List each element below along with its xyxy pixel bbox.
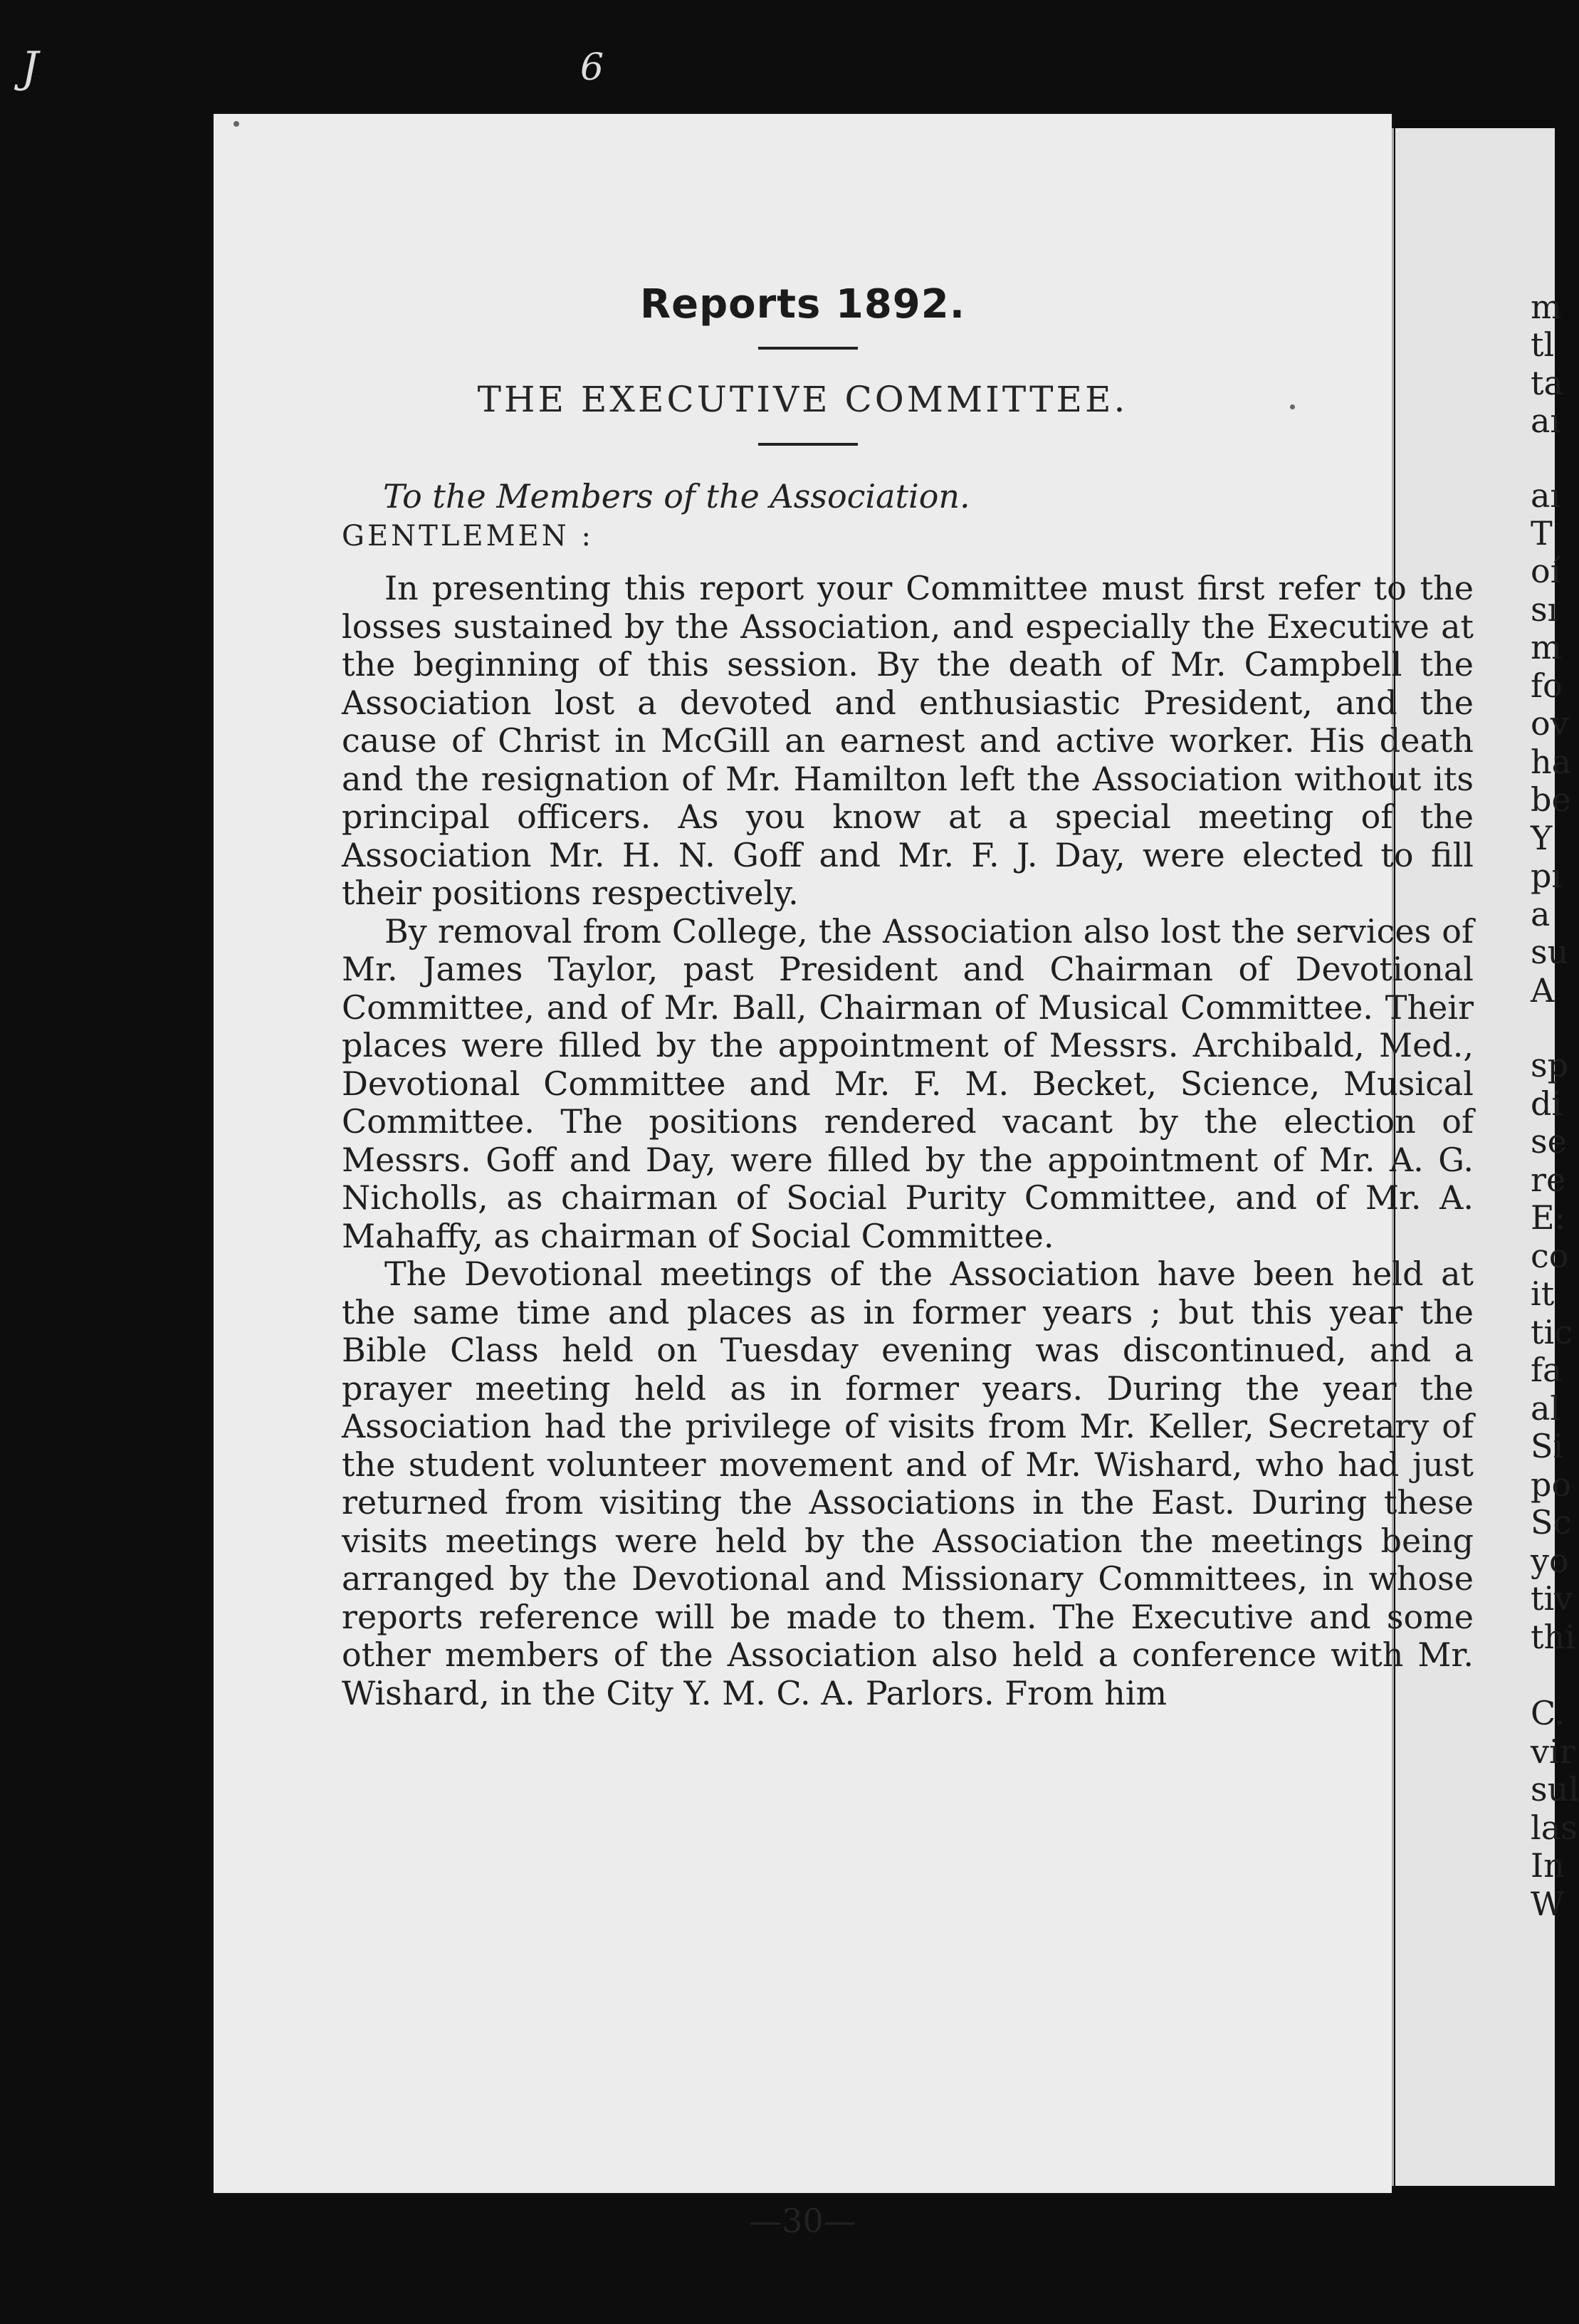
facing-page-fragment: sı [1531,590,1558,629]
page-number: —30— [749,2202,856,2240]
greeting: GENTLEMEN : [342,520,594,553]
facing-page-fragment: m [1531,288,1562,326]
facing-page-fragment: vir [1531,1732,1575,1771]
facing-page-fragment: thi [1531,1618,1575,1656]
facing-page-fragment: W [1531,1885,1565,1923]
facing-page-fragment: m [1531,628,1562,666]
section-heading: THE EXECUTIVE COMMITTEE. [477,379,1128,420]
facing-page-fragment: C. [1531,1694,1565,1732]
facing-page-fragment: be [1531,780,1571,819]
facing-page-fragment: T [1531,514,1553,553]
speck [1290,404,1295,409]
salutation: To the Members of the Association. [383,477,970,515]
paragraph: By removal from College, the Association also lost the services of Mr. James Taylor, past President and Chairman of Devotional Committee, and of Mr. Ball, Chairman of Musical Committee. Their places were filled by the appointment of Messrs. Archibald, Med., Devotional Committee and Mr. F. M. Becket, Science, Musical Committee. The positions rendered vacant by the election of Messrs. Goff and Day, were filled by the appointment of Mr. A. G. Nicholls, as chairman of Social Purity Committee, and of Mr. A. Mahaffy, as chairman of Social Committee. [342,911,1474,1255]
paragraph: The Devotional meetings of the Association have been held at the same time and places as in former years ; but this year the Bible Class held on Tuesday evening was discontinued, and a prayer meeting held as in former years. During the year the Association had the privilege of visits from Mr. Keller, Secretary of the student volunteer movement and of Mr. Wishard, who had just returned from visiting the Associations in the East. During these visits meetings were held by the Association the meetings being arranged by the Devotional and Missionary Committees, in whose reports reference will be made to them. The Executive and some other members of the Association also held a conference with Mr. Wishard, in the City Y. M. C. A. Parlors. From him [342,1255,1474,1712]
facing-page-fragment: al [1531,1389,1561,1428]
title-divider [758,347,858,350]
facing-page-fragment: tl [1531,325,1555,364]
facing-page-fragment: Sc [1531,1503,1572,1542]
facing-page-fragment: ov [1531,704,1569,743]
facing-page-fragment: fa [1531,1351,1563,1389]
facing-page-fragment: it [1531,1274,1555,1313]
speck [234,121,239,127]
document-page [214,114,1474,2240]
margin-mark-top: 6 [580,46,604,89]
page-title: Reports 1892. [639,281,965,328]
facing-page-fragment: re [1531,1161,1566,1199]
facing-page-fragment: co [1531,1237,1569,1275]
facing-page-fragment: ha [1531,743,1572,781]
facing-page-fragment: po [1531,1465,1572,1504]
facing-page-fragment: tiv [1531,1579,1573,1618]
section-divider [758,443,858,446]
facing-page-fragment: E: [1531,1198,1566,1237]
facing-page-fragment: fo [1531,666,1563,705]
facing-page-fragment: ta [1531,364,1563,402]
facing-page-fragment: aı [1531,476,1561,515]
facing-page-fragment: yo [1531,1542,1569,1580]
facing-page-fragment: In [1531,1846,1565,1885]
facing-page-fragment: tic [1531,1313,1573,1351]
facing-page-fragment: su [1531,933,1569,971]
margin-mark: J [21,43,39,93]
facing-page-fragment: se [1531,1122,1567,1161]
facing-page-fragment: oí [1531,552,1561,590]
facing-page-fragment: las [1531,1809,1578,1847]
report-body [342,570,1474,1712]
facing-page-fragment: pı [1531,857,1563,895]
facing-page-fragment: Si [1531,1427,1564,1465]
facing-page-fragment: a [1531,895,1551,933]
facing-page-fragment: di [1531,1084,1563,1123]
facing-page-fragment: A [1531,971,1555,1010]
facing-page-fragment: sp [1531,1046,1569,1084]
facing-page-fragment: sul [1531,1770,1579,1809]
facing-page-fragment: Y [1531,819,1553,857]
paragraph: In presenting this report your Committee must first refer to the losses sustained by the Association, and especially the Executive at the beginning of this session. By the death of Mr. Campbell the Association lost a devoted and enthusiastic President, and the cause of Christ in McGill an earnest and active worker. His death and the resignation of Mr. Hamilton left the Association without its principal officers. As you know at a special meeting of the Association Mr. H. N. Goff and Mr. F. J. Day, were elected to fill their positions respectively. [342,569,1474,912]
facing-page-fragment: aı [1531,402,1561,440]
